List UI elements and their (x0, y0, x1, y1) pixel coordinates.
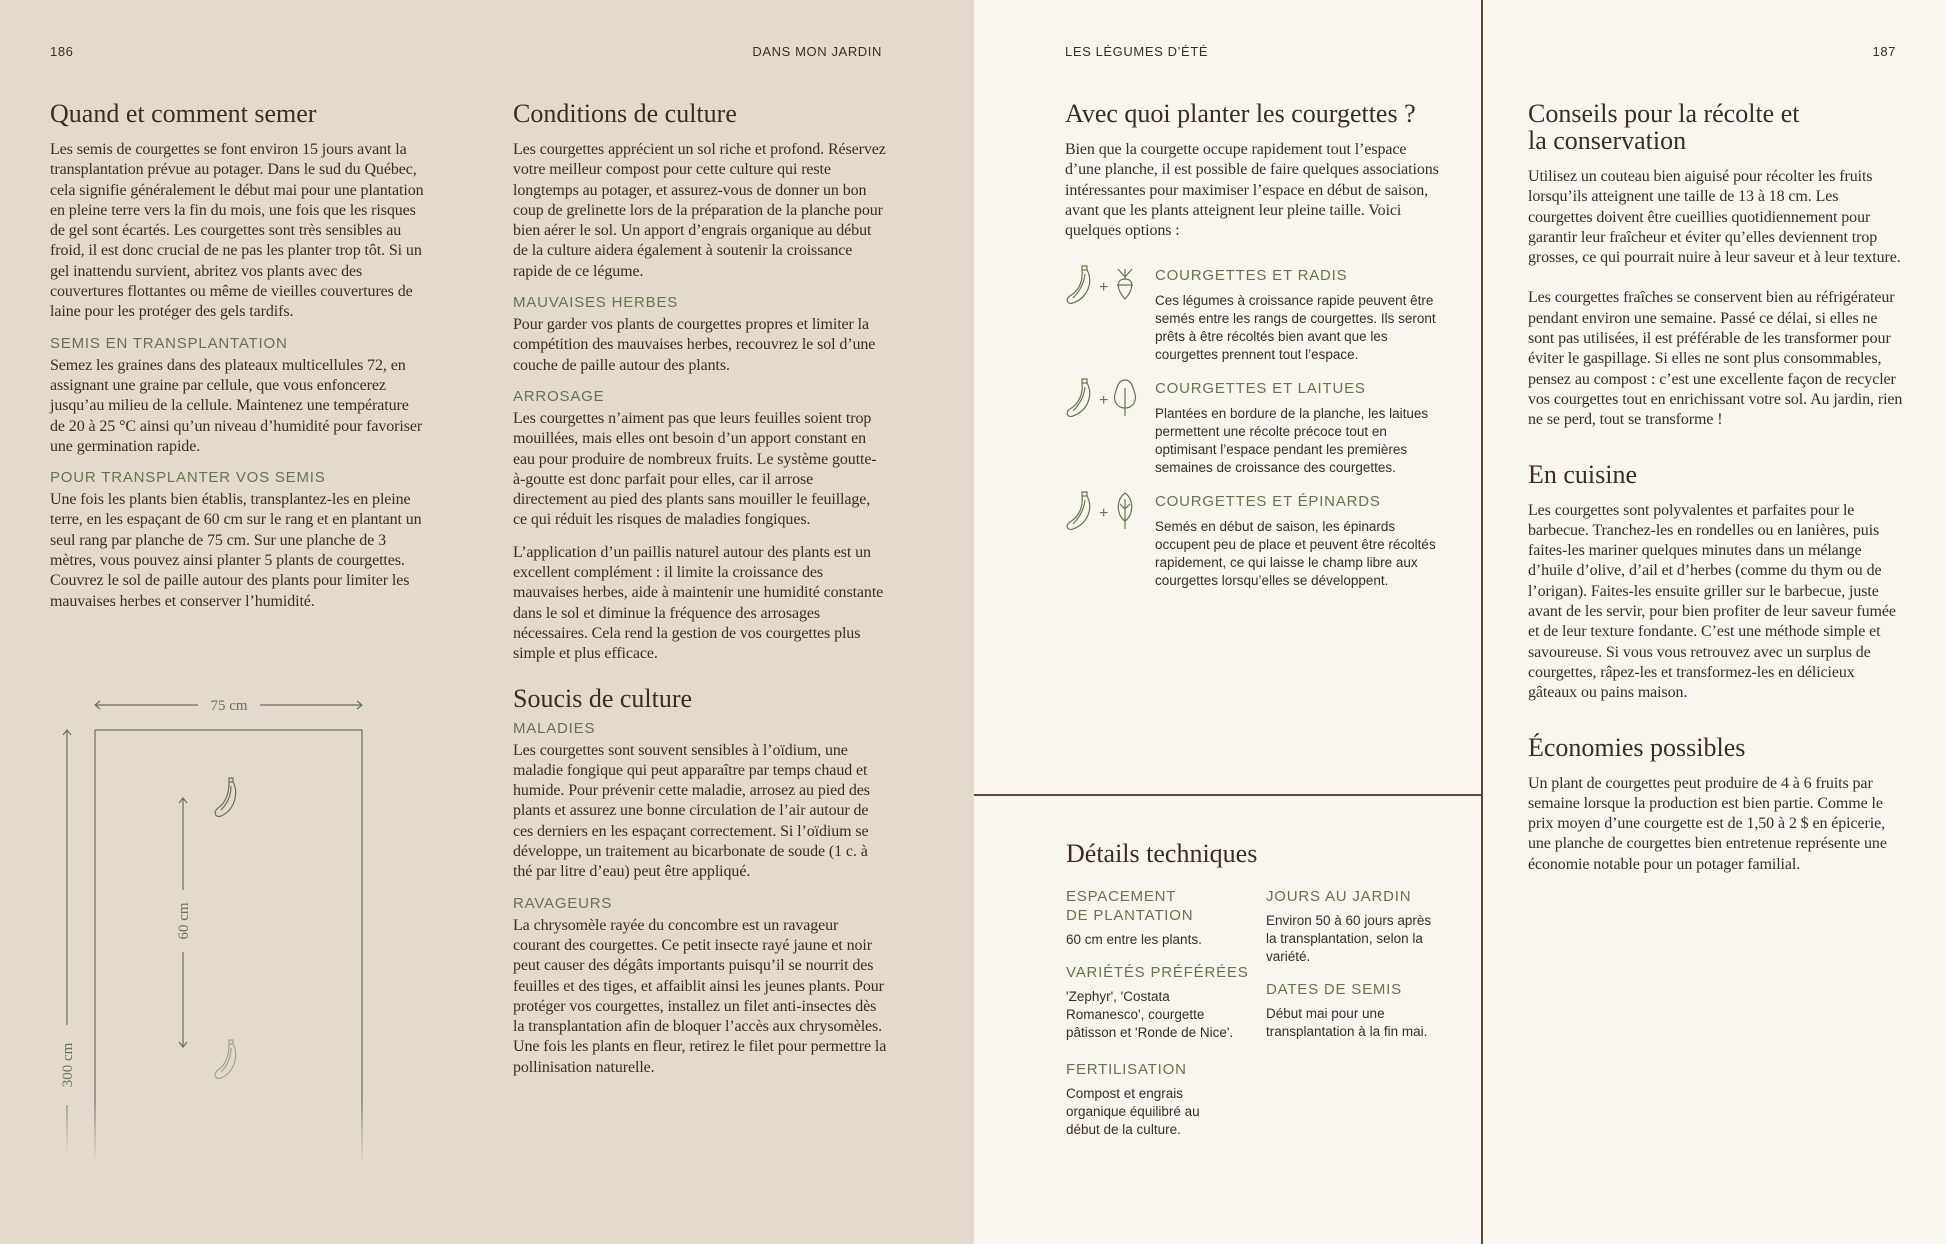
page-number-right: 187 (1872, 44, 1896, 59)
length-label: 300 cm (60, 1042, 76, 1088)
zucchini-icon (215, 778, 236, 816)
zucchini-icon (215, 1040, 236, 1078)
paragraph: Semez les graines dans des plateaux multicellules 72, en assignant une graine par cellule, que vous enfoncerez jusqu’au milieu de la cellule. Maintenez une température de 20 à 25 °C ainsi qu’un niveau d’humidité pour favoriser une germination rapide. (50, 356, 423, 455)
plus-sign: + (1099, 505, 1109, 523)
paragraph: Les semis de courgettes se font environ 15 jours avant la transplantation prévue au potager. Dans le sud du Québec, cela signifie généralement le début mai pour une plantation en pleine terre vers la fin du mois, une fois que les risques de gel sont écartés. Les courgettes sont très sensibles au froid, il est donc crucial de ne pas les planter trop tôt. Si un gel inattendu survient, abritez vos plants avec des couvertures flottantes ou même de vieilles couvertures de laine pour les protéger des gels tardifs. (50, 141, 424, 321)
plus-sign: + (1099, 279, 1109, 297)
detail-label: ESPACEMENT DE PLANTATION (1066, 888, 1194, 924)
companion-text: Ces légumes à croissance rapide peuvent être semés entre les rangs de courgettes. Ils seront prêts à être récoltés bien avant que les courgettes prennent tout l’espace. (1155, 293, 1436, 363)
companion-text: Semés en début de saison, les épinards occupent peu de place et peuvent être récoltés rapidement, ce qui laisse le champ libre aux courgettes lorsqu’elles se développent. (1155, 519, 1436, 589)
section-title: Avec quoi planter les courgettes ? (1065, 99, 1416, 128)
section-title: Détails techniques (1066, 839, 1258, 868)
running-head-right: LES LÉGUMES D’ÉTÉ (1065, 44, 1209, 59)
column-sowing (50, 100, 424, 624)
technical-details (1066, 840, 1466, 1153)
page-number-left: 186 (50, 44, 74, 59)
detail-value: 60 cm entre les plants. (1066, 932, 1202, 947)
companion-text: Plantées en bordure de la planche, les laitues permettent une récolte précoce tout en optimisant l’espace pendant les premières semaines de croissance des courgettes. (1155, 406, 1429, 476)
zucchini-icon (1065, 378, 1095, 418)
paragraph: Les courgettes sont polyvalentes et parfaites pour le barbecue. Tranchez-les en rondelles ou en lanières, puis faites-les mariner quelques minutes dans un mélange d’huile d’olive, d’ail et d’herbes (comme du thym ou de l’origan). Faites-les ensuite griller sur le barbecue, juste avant de les servir, pour bien profiter de leur saveur fumée et de leur texture fondante. C’est une méthode simple et savoureuse. Si vous vous retrouvez avec un surplus de courgettes, râpez-les et transformez-les en délicieux gâteaux ou pains maison. (1528, 501, 1896, 702)
bed-outline (95, 730, 362, 1165)
section-title: Soucis de culture (513, 683, 693, 713)
subheading: POUR TRANSPLANTER VOS SEMIS (50, 469, 326, 487)
spacing-label: 60 cm (176, 902, 192, 940)
companion-item (1065, 378, 1445, 477)
column-divider (1481, 0, 1483, 1244)
paragraph: Utilisez un couteau bien aiguisé pour récolter les fruits lorsqu’ils atteignent une taille de 13 à 18 cm. Les courgettes doivent être cueillies quotidiennement pour garantir leur fraîcheur et éviter qu’elles deviennent trop grosses, ce qui pourrait nuire à leur saveur et à leur texture. (1528, 168, 1901, 267)
paragraph: Bien que la courgette occupe rapidement tout l’espace d’une planche, il est possible de faire quelques associations intéressantes pour maximiser l’espace en début de saison, avant que les plants atteignent leur pleine taille. Voici quelques options : (1065, 141, 1439, 240)
paragraph: Pour garder vos plants de courgettes propres et limiter la compétition des mauvaises herbes, recouvrez le sol d’une couche de paille autour des plants. (513, 316, 876, 374)
subheading: RAVAGEURS (513, 894, 613, 912)
paragraph: Une fois les plants bien établis, transplantez-les en pleine terre, en les espaçant de 60 cm sur le rang et en plantant un seul rang par planche de 75 cm. Sur une planche de 3 mètres, vous pouvez ainsi planter 5 plants de courgettes. Couvrez le sol de paille autour des plants pour limiter les mauvaises herbes et conserver l’humidité. (50, 491, 422, 610)
detail-value: Début mai pour une transplantation à la fin mai. (1266, 1006, 1428, 1039)
zucchini-icon (1065, 491, 1095, 531)
zucchini-icon (1065, 265, 1095, 305)
section-title: Conseils pour la récolte et la conservation (1528, 99, 1800, 155)
width-label: 75 cm (210, 698, 248, 714)
spinach-icon (1112, 491, 1138, 531)
detail-label: JOURS AU JARDIN (1266, 888, 1412, 905)
radish-icon (1112, 265, 1138, 305)
paragraph: La chrysomèle rayée du concombre est un ravageur courant des courgettes. Ce petit insecte rayé jaune et noir peut causer des dégâts importants puisqu’il se nourrit des feuilles et des tiges, et affaiblit ainsi les jeunes plants. Pour protéger vos courgettes, installez un filet anti-insectes dès la transplantation afin de bloquer l’accès aux chrysomèles. Une fois les plants en fleur, retirez le filet pour permettre la pollinisation naturelle. (513, 916, 887, 1076)
section-title: En cuisine (1528, 459, 1638, 489)
paragraph: L’application d’un paillis naturel autour des plants est un excellent complément : il limite la croissance des mauvaises herbes, aide à maintenir une humidité constante dans le sol et diminue la fréquence des arrosages nécessaires. Cela rend la gestion de vos courgettes plus simple et plus efficace. (513, 543, 884, 663)
paragraph: Les courgettes apprécient un sol riche et profond. Réservez votre meilleur compost pour cette culture qui reste longtemps au potager, et assurez-vous de donner un bon coup de grelinette lors de la préparation de la planche pour bien aérer le sol. Un apport d’engrais organique au début de la culture aidera également à soutenir la croissance rapide de ce légume. (513, 141, 886, 280)
paragraph: Les courgettes n’aiment pas que leurs feuilles soient trop mouillées, mais elles ont besoin d’un apport constant en eau pour produire de nombreux fruits. Le système goutte-à-goutte est donc parfait pour elles, car il arrose directement au pied des plants sans mouiller le feuillage, ce qui réduit les risques de maladies fongiques. (513, 409, 877, 529)
column-companions (1065, 100, 1445, 604)
companion-title: COURGETTES ET ÉPINARDS (1155, 493, 1381, 511)
section-title: Quand et comment semer (50, 99, 317, 128)
paragraph: Les courgettes fraîches se conservent bien au réfrigérateur pendant environ une semaine. Passé ce délai, si elles ne sont pas utilisées, il est préférable de les transformer pour éviter le gaspillage. Si elles ne sont plus consommables, pensez au compost : c’est une excellente façon de recycler vos courgettes tout en enrichissant votre sol. Au jardin, rien ne se perd, tout se transforme ! (1528, 289, 1903, 429)
detail-label: VARIÉTÉS PRÉFÉRÉES (1066, 964, 1249, 981)
section-title: Conditions de culture (513, 99, 737, 128)
section-divider (974, 794, 1482, 796)
detail-value: Environ 50 à 60 jours après la transplantation, selon la variété. (1266, 913, 1432, 964)
companion-title: COURGETTES ET RADIS (1155, 267, 1348, 285)
running-head-left: DANS MON JARDIN (752, 44, 882, 59)
detail-value: 'Zephyr', 'Costata Romanesco', courgette pâtisson et 'Ronde de Nice'. (1066, 989, 1234, 1040)
subheading: MALADIES (513, 719, 596, 737)
detail-label: FERTILISATION (1066, 1061, 1187, 1078)
companion-item (1065, 491, 1445, 590)
section-title: Économies possibles (1528, 732, 1746, 762)
detail-label: DATES DE SEMIS (1266, 981, 1402, 998)
detail-value: Compost et engrais organique équilibré au début de la culture. (1066, 1086, 1200, 1137)
lettuce-icon (1112, 378, 1138, 418)
paragraph: Un plant de courgettes peut produire de 4 à 6 fruits par semaine lorsque la production est bien partie. Comme le prix moyen d’une courgette est de 1,50 à 2 $ en épicerie, une planche de courgettes bien entretenue représente une économie notable pour un potager familial. (1528, 774, 1887, 873)
planting-bed-diagram (40, 690, 380, 1170)
subheading: MAUVAISES HERBES (513, 294, 679, 312)
subheading: ARROSAGE (513, 387, 605, 405)
companion-item (1065, 265, 1445, 364)
column-harvest (1528, 100, 1904, 887)
length-arrow (63, 730, 71, 1155)
companion-title: COURGETTES ET LAITUES (1155, 380, 1366, 398)
column-conditions (513, 100, 887, 1090)
paragraph: Les courgettes sont souvent sensibles à l’oïdium, une maladie fongique qui peut apparaître par temps chaud et humide. Pour prévenir cette maladie, arrosez au pied des plants et assurez une bonne circulation de l’air autour de ces derniers en les espaçant correctement. Si l’oïdium se développe, un traitement au bicarbonate de soude (1 c. à thé par litre d’eau) peut être appliqué. (513, 741, 870, 881)
plus-sign: + (1099, 392, 1109, 410)
subheading: SEMIS EN TRANSPLANTATION (50, 334, 288, 352)
